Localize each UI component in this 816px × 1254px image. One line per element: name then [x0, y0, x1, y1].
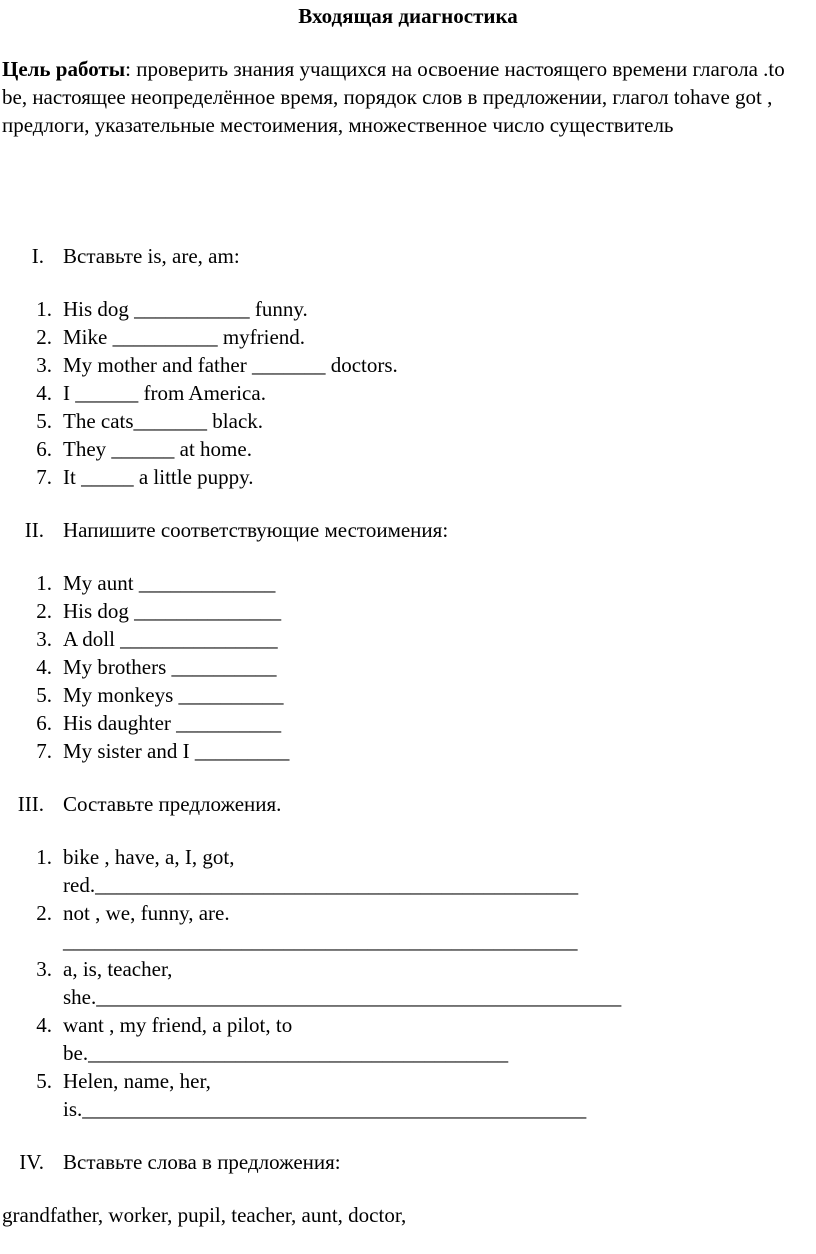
exercise-number: 1.: [36, 845, 52, 869]
exercise-words: Helen, name, her,: [63, 1069, 211, 1093]
exercise-item: They ______ at home.: [63, 437, 252, 461]
exercise-number: 6.: [36, 711, 52, 735]
purpose-paragraph: [2, 55, 808, 139]
page-title: Входящая диагностика: [298, 4, 518, 28]
exercise-number: 3.: [36, 627, 52, 651]
section-4-numeral: IV.: [19, 1150, 44, 1174]
exercise-item: My aunt _____________: [63, 571, 276, 595]
exercise-item: His dog ______________: [63, 599, 282, 623]
exercise-item: It _____ a little puppy.: [63, 465, 254, 489]
exercise-number: 4.: [36, 1013, 52, 1037]
exercise-number: 4.: [36, 381, 52, 405]
answer-line: is.________________________________________________: [63, 1097, 587, 1121]
exercise-item: My mother and father _______ doctors.: [63, 353, 398, 377]
exercise-words: want , my friend, a pilot, to: [63, 1013, 293, 1037]
exercise-number: 2.: [36, 901, 52, 925]
exercise-number: 3.: [36, 353, 52, 377]
section-4-heading: Вставьте слова в предложения:: [63, 1150, 341, 1174]
exercise-number: 1.: [36, 571, 52, 595]
word-bank: grandfather, worker, pupil, teacher, aunt, doctor,: [2, 1203, 407, 1227]
exercise-item: His dog ___________ funny.: [63, 297, 308, 321]
exercise-item: My monkeys __________: [63, 683, 284, 707]
section-1-numeral: I.: [31, 244, 44, 268]
answer-line: red.______________________________________________: [63, 873, 579, 897]
section-3-heading: Составьте предложения.: [63, 792, 282, 816]
exercise-words: a, is, teacher,: [63, 957, 173, 981]
section-3-numeral: III.: [17, 792, 44, 816]
answer-line: _________________________________________________: [63, 929, 578, 953]
exercise-item: Mike __________ myfriend.: [63, 325, 306, 349]
exercise-number: 6.: [36, 437, 52, 461]
exercise-number: 2.: [36, 599, 52, 623]
exercise-number: 5.: [36, 409, 52, 433]
exercise-number: 4.: [36, 655, 52, 679]
exercise-words: bike , have, a, I, got,: [63, 845, 235, 869]
exercise-number: 2.: [36, 325, 52, 349]
exercise-number: 7.: [36, 465, 52, 489]
exercise-number: 1.: [36, 297, 52, 321]
purpose-text: : проверить знания учащихся на освоение настоящего времени глагола .to be, настоящее неопределённое время, порядок слов в предложении, глагол tohave got , предлоги, указательные местоимения, множественное число существитель: [2, 57, 785, 137]
exercise-number: 3.: [36, 957, 52, 981]
exercise-item: My sister and I _________: [63, 739, 290, 763]
exercise-number: 5.: [36, 1069, 52, 1093]
section-2-numeral: II.: [24, 518, 44, 542]
exercise-item: His daughter __________: [63, 711, 282, 735]
exercise-number: 7.: [36, 739, 52, 763]
section-2-heading: Напишите соответствующие местоимения:: [63, 518, 449, 542]
purpose-label: Цель работы: [2, 57, 126, 81]
exercise-item: My brothers __________: [63, 655, 277, 679]
exercise-item: The cats_______ black.: [63, 409, 264, 433]
answer-line: be.________________________________________: [63, 1041, 509, 1065]
exercise-words: not , we, funny, are.: [63, 901, 230, 925]
answer-line: she.__________________________________________________: [63, 985, 622, 1009]
exercise-item: I ______ from America.: [63, 381, 266, 405]
exercise-number: 5.: [36, 683, 52, 707]
exercise-item: A doll _______________: [63, 627, 278, 651]
section-1-heading: Вставьте is, are, am:: [63, 244, 240, 268]
